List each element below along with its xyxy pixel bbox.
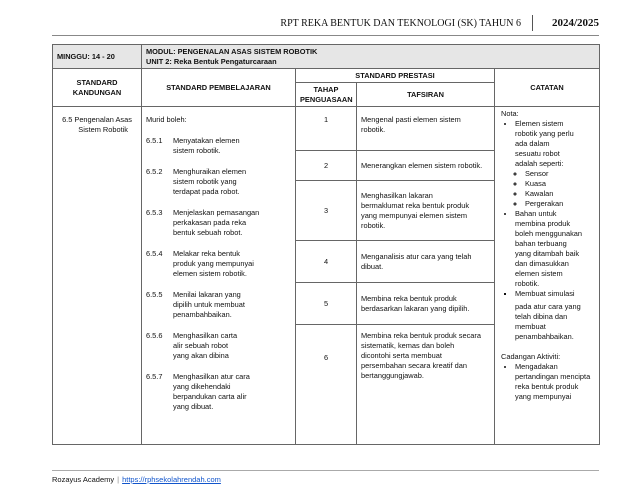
sp-text: Menilai lakaran yang dipilih untuk membuat penambahbaikan. <box>173 290 245 319</box>
element-kawalan: ◦ Kawalan <box>525 189 595 199</box>
element-pergerakan: ◦ Pergerakan <box>525 199 595 209</box>
catatan-bullets-1 <box>501 119 595 342</box>
tafsiran-cell: Menerangkan elemen sistem robotik. <box>357 151 495 181</box>
sp-item <box>146 249 291 279</box>
module-cell <box>142 45 600 69</box>
sp-text: Melakar reka bentuk produk yang mempunyai elemen sistem robotik. <box>173 249 254 278</box>
document-year: 2024/2025 <box>551 17 599 29</box>
sp-text: Menghasilkan atur cara yang dikehendaki berpandukan carta alir yang dibuat. <box>173 372 250 411</box>
catatan-cell <box>495 107 600 445</box>
footer-rule <box>52 470 599 471</box>
tafsiran-cell: Menghasilkan lakaran bermaklumat reka bentuk produk yang mempunyai elemen sistem robotik. <box>357 181 495 241</box>
sp-code: 6.5.4 <box>146 249 163 258</box>
sp-item <box>146 208 291 238</box>
sp-list <box>146 136 291 412</box>
footer-name: Rozayus Academy <box>52 475 115 484</box>
catatan-bullet: ▪ Membuat simulasi pada atur cara yang telah dibina dan membuat penambahbaikan. <box>515 289 595 342</box>
module-title: MODUL: PENGENALAN ASAS SISTEM ROBOTIK <box>146 46 318 56</box>
document-title: RPT REKA BENTUK DAN TEKNOLOGI (SK) TAHUN 6 <box>280 18 521 29</box>
sp-code: 6.5.5 <box>146 290 163 299</box>
sp-text: Menghuraikan elemen sistem robotik yang terdapat pada robot. <box>173 167 247 196</box>
sp-code: 6.5.6 <box>146 331 163 340</box>
rpt-table <box>52 44 600 445</box>
tafsiran-cell: Mengenal pasti elemen sistem robotik. <box>357 107 495 151</box>
tp-number: 1 <box>296 107 357 151</box>
unit-title: UNIT 2: Reka Bentuk Pengaturcaraan <box>146 56 277 66</box>
page-header <box>52 10 599 36</box>
header-catatan: CATATAN <box>495 69 600 107</box>
tp-number: 2 <box>296 151 357 181</box>
standard-kandungan-cell: 6.5 Pengenalan Asas Sistem Robotik <box>53 107 142 445</box>
catatan-bullet: • Bahan untuk membina produk boleh menggunakan bahan terbuang yang ditambah baik dan dimasukkan elemen sistem robotik. <box>515 209 595 289</box>
header-standard-prestasi: STANDARD PRESTASI <box>296 69 495 83</box>
page-footer <box>52 475 221 484</box>
tafsiran-cell: Menganalisis atur cara yang telah dibuat. <box>357 241 495 283</box>
prestasi-row-1 <box>53 107 600 151</box>
sp-item <box>146 290 291 320</box>
nota-label: Nota: <box>501 109 519 118</box>
tafsiran-cell: Membina reka bentuk produk secara sistematik, kemas dan boleh dicontohi serta membuat persembahan secara kreatif dan bertanggungjawab. <box>357 325 495 445</box>
element-sensor: ◦ Sensor <box>525 169 595 179</box>
sp-text: Menjelaskan pemasangan perkakasan pada reka bentuk sebuah robot. <box>173 208 260 237</box>
sp-code: 6.5.3 <box>146 208 163 217</box>
header-tahap: TAHAP PENGUASAAN <box>296 83 357 107</box>
catatan-bullet: • Mengadakan pertandingan mencipta reka bentuk produk yang mempunyai <box>515 362 595 402</box>
robot-elements-list <box>515 169 595 209</box>
catatan-bullets-2 <box>501 362 595 402</box>
sp-item <box>146 331 291 361</box>
footer-separator: | <box>117 475 120 484</box>
footer-link[interactable]: https://rphsekolahrendah.com <box>122 475 221 484</box>
sp-item <box>146 136 291 156</box>
tp-number: 3 <box>296 181 357 241</box>
header-standard-pembelajaran: STANDARD PEMBELAJARAN <box>142 69 296 107</box>
aktiviti-label: Cadangan Aktiviti: <box>501 352 561 361</box>
header-rule <box>52 35 599 36</box>
sp-text: Menyatakan elemen sistem robotik. <box>173 136 240 155</box>
sp-intro: Murid boleh: <box>146 115 187 124</box>
catatan-bullet: • Elemen sistem robotik yang perlu ada dalam sesuatu robot adalah seperti: ◦ Sensor ◦ Kuasa ◦ Kawalan ◦ Pergerakan <box>515 119 595 209</box>
standard-pembelajaran-cell <box>142 107 296 445</box>
header-tafsiran: TAFSIRAN <box>357 83 495 107</box>
header-standard-kandungan: STANDARD KANDUNGAN <box>53 69 142 107</box>
module-row <box>53 45 600 69</box>
tp-number: 4 <box>296 241 357 283</box>
tp-number: 6 <box>296 325 357 445</box>
header-separator <box>532 15 533 31</box>
sp-code: 6.5.7 <box>146 372 163 381</box>
sp-code: 6.5.2 <box>146 167 163 176</box>
sp-item <box>146 372 291 412</box>
sp-code: 6.5.1 <box>146 136 163 145</box>
sp-text: Menghasilkan carta alir sebuah robot yang akan dibina <box>173 331 238 360</box>
sp-item <box>146 167 291 197</box>
minggu-cell: MINGGU: 14 - 20 <box>53 45 142 69</box>
tp-number: 5 <box>296 283 357 325</box>
element-kuasa: ◦ Kuasa <box>525 179 595 189</box>
header-row-1 <box>53 69 600 83</box>
tafsiran-cell: Membina reka bentuk produk berdasarkan lakaran yang dipilih. <box>357 283 495 325</box>
